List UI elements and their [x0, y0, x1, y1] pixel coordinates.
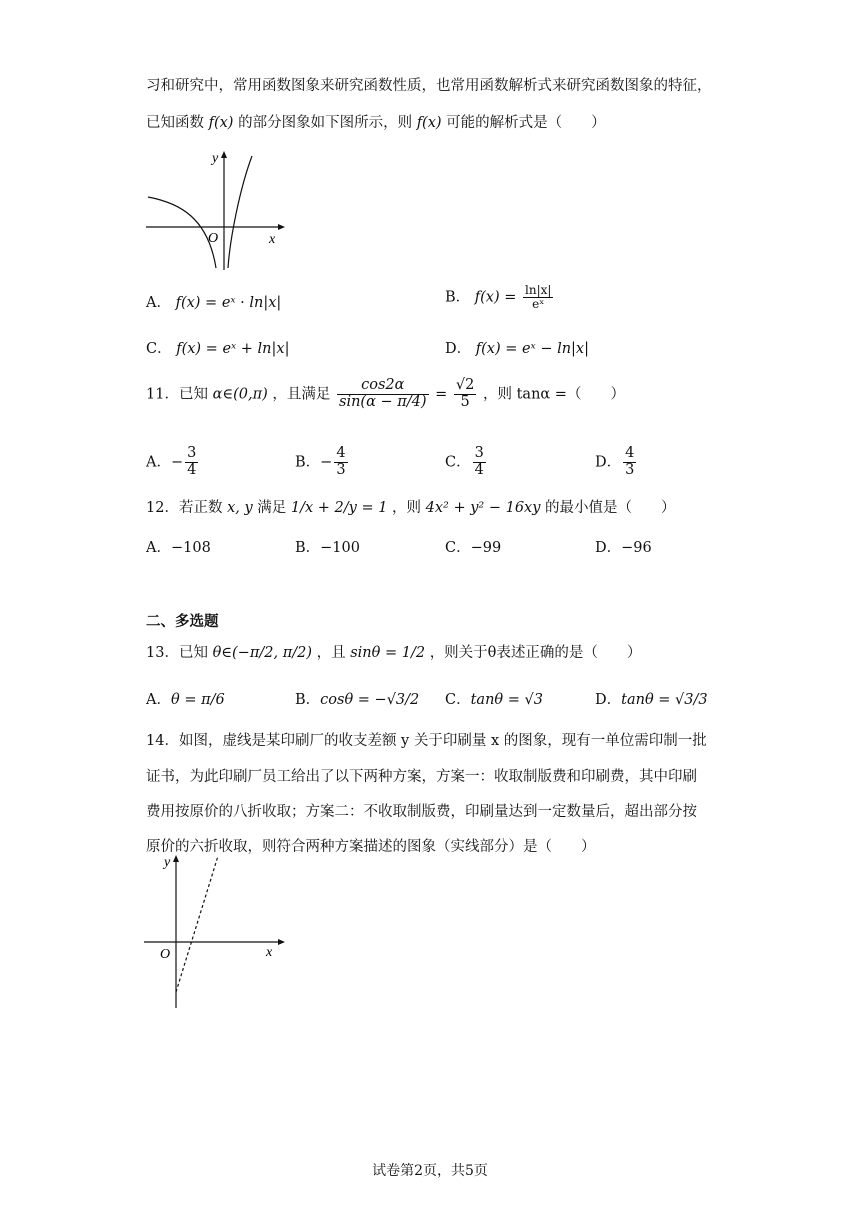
- q14-line2: 证书，为此印刷厂员工给出了以下两种方案，方案一：收取制版费和印刷费，其中印刷: [146, 769, 697, 785]
- q13-option-d[interactable]: D．tanθ = √3/3: [595, 692, 708, 708]
- q14-x-label: x: [266, 945, 273, 960]
- q14-x-arrow: [278, 939, 285, 945]
- q14-line3: 费用按原价的八折收取；方案二：不收取制版费，印刷量达到一定数量后，超出部分按: [146, 804, 697, 820]
- q14-y-arrow: [173, 855, 179, 862]
- q11-option-d[interactable]: D． $\frac{4}{3}$: [595, 445, 635, 478]
- section-title: 二、多选题: [146, 613, 219, 630]
- q12-option-c[interactable]: C．−99: [445, 540, 502, 556]
- q14-origin-label: O: [160, 947, 171, 962]
- q10-option-d[interactable]: D． f(x) = eˣ − ln|x|: [445, 341, 589, 357]
- q13-stem: 13．已知 θ∈(−π/2, π/2) ，且 sinθ = 1/2 ，则关于θ表述正确的是（ ）: [146, 645, 642, 661]
- q10-graph: [140, 148, 290, 273]
- q12-option-d[interactable]: D．−96: [595, 540, 652, 556]
- q12-option-b[interactable]: B．−100: [295, 540, 360, 556]
- q13-option-c[interactable]: C．tanθ = √3: [445, 692, 543, 708]
- q10-x-arrow: [278, 224, 285, 230]
- q11-option-b[interactable]: B．− $\frac{4}{3}$: [295, 445, 346, 478]
- q10-x-label: x: [269, 232, 276, 247]
- q13-option-b[interactable]: B．cosθ = −√3/2: [295, 692, 420, 708]
- q10-origin-label: O: [208, 231, 219, 246]
- q10-y-arrow: [221, 151, 227, 158]
- q14-y-label: y: [164, 855, 171, 870]
- q10-option-a[interactable]: A． f(x) = eˣ · ln|x|: [146, 295, 282, 311]
- q14-line4: 原价的六折收取，则符合两种方案描述的图象（实线部分）是（ ）: [146, 839, 596, 855]
- q10-line1: 习和研究中，常用函数图象来研究函数性质，也常用函数解析式来研究函数图象的特征，: [146, 78, 712, 94]
- page-footer: 试卷第2页，共5页: [372, 1163, 488, 1179]
- q10-option-b[interactable]: B． f(x) = $\frac{\ln|x|}{\text{eˣ}}$: [445, 283, 552, 312]
- q14-dashed-line: [176, 856, 218, 992]
- q12-stem: 12．若正数 x, y 满足 1/x + 2/y = 1 ，则 4x² + y² − 16xy 的最小值是（ ）: [146, 500, 676, 516]
- q14-graph: [140, 850, 290, 1010]
- q12-option-a[interactable]: A．−108: [146, 540, 211, 556]
- q10-line2: 已知函数 f(x) 的部分图象如下图所示，则 f(x) 可能的解析式是（ ）: [146, 115, 606, 131]
- q10-y-label: y: [212, 151, 219, 166]
- q10-option-c[interactable]: C． f(x) = eˣ + ln|x|: [146, 341, 290, 357]
- q10-curve-right: [228, 156, 252, 268]
- q13-option-a[interactable]: A．θ = π/6: [146, 692, 225, 708]
- q11-option-a[interactable]: A．− $\frac{3}{4}$: [146, 445, 197, 478]
- q11-option-c[interactable]: C． $\frac{3}{4}$: [445, 445, 484, 478]
- q10-curve-left: [148, 197, 219, 268]
- q11-stem: 11．已知 α∈(0,π) ，且满足 $\frac{\cos 2\alpha}{\sin(\alpha - \pi/4)}$ = $\frac{√2}{5}$ ，则 tanα =（ ）: [146, 377, 625, 410]
- q14-line1: 14．如图，虚线是某印刷厂的收支差额 y 关于印刷量 x 的图象，现有一单位需印制一批: [146, 733, 707, 749]
